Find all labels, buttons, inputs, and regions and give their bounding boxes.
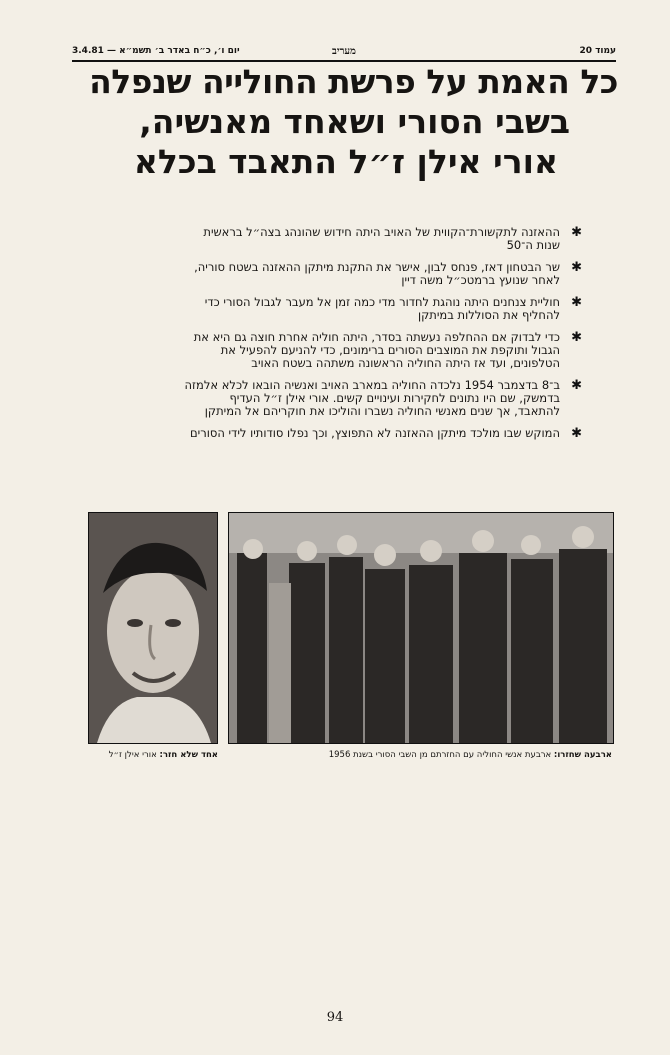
star-icon: ✱ bbox=[571, 225, 582, 240]
portrait-photo bbox=[88, 512, 218, 744]
bullet-item bbox=[180, 225, 582, 252]
bullet-text: ב־8 בדצמבר 1954 נלכדה החוליה במארב האויב ואנשיה הובאו לכלא אלמזה בדמשק, שם היו נתונים לחקירות ועינויים קשים. אורי אילן ז״ל העדיף להתאבד, אך שנים מאנשי החוליה נשברו והוליכו את חוקריהם אל המיתקן bbox=[184, 378, 560, 418]
masthead-page-label: עמוד 20 bbox=[579, 46, 616, 56]
bullet-item bbox=[180, 426, 582, 441]
bullet-text: המוקש שבו מולכד מיתקן ההאזנה לא התפוצץ, וכך נפלו סודותיו לידי הסורים bbox=[190, 426, 560, 440]
portrait-caption-lead: אחד שלא חזר: bbox=[159, 750, 218, 760]
page-number: 94 bbox=[326, 1010, 344, 1025]
bullet-text: כדי לבדוק אם ההחלפה נעשתה בסדר, היתה חוליה אחרת חוצה גם היא את הגבול ותוקפת את המוצבים הסורים ברימונים, כדי להניעם להפעיל את הטלפונים, ועד אז היתה החוליה הראשונה משתהה בשטח האויב bbox=[193, 330, 560, 370]
bullet-list bbox=[180, 225, 582, 449]
portrait-caption-text: אורי אילן ז״ל bbox=[108, 750, 157, 760]
bullet-item bbox=[180, 260, 582, 287]
bullet-item bbox=[180, 295, 582, 322]
bullet-item bbox=[180, 330, 582, 370]
headline-line-3: אורי אילן ז״ל התאבד בכלא bbox=[133, 142, 558, 181]
group-caption bbox=[296, 750, 612, 760]
group-caption-lead: ארבעה שחזרו: bbox=[553, 750, 612, 760]
masthead-paper-name: מעריב bbox=[332, 46, 356, 57]
star-icon: ✱ bbox=[571, 426, 582, 441]
bullet-text: ההאזנה לתקשורת־הקווית של האויב היתה חידוש שהונהג בצה״ל בראשית שנות ה־50 bbox=[203, 225, 560, 252]
star-icon: ✱ bbox=[571, 378, 582, 393]
star-icon: ✱ bbox=[571, 330, 582, 345]
bullet-text: שר הבטחון דאז, פנחס לבון, אישר את התקנת מיתקן ההאזנה בשטח סוריה, לאחר שנועץ ברמטכ״ל משה דיין bbox=[194, 260, 560, 287]
masthead bbox=[72, 46, 616, 60]
headline bbox=[66, 62, 618, 182]
group-caption-text: ארבעת אנשי החוליה עם החזרתם מן השבי הסורי בשנת 1956 bbox=[328, 750, 552, 760]
headline-line-2: בשבי הסורי ושאחד מאנשיה, bbox=[139, 102, 570, 141]
masthead-date: יום ו׳, כ״ח באדר ב׳ תשמ״א — 3.4.81 bbox=[72, 46, 240, 56]
star-icon: ✱ bbox=[571, 295, 582, 310]
bullet-text: חוליית צנחנים היתה נוהגת לחדור מדי כמה זמן אל מעבר לגבול הסורי כדי להחליף את הסוללות במיתקן bbox=[204, 295, 560, 322]
star-icon: ✱ bbox=[571, 260, 582, 275]
bullet-item bbox=[180, 378, 582, 418]
group-photo bbox=[228, 512, 614, 744]
portrait-caption bbox=[84, 750, 218, 760]
headline-line-1: כל האמת על פרשת החולייה שנפלה bbox=[89, 62, 618, 101]
